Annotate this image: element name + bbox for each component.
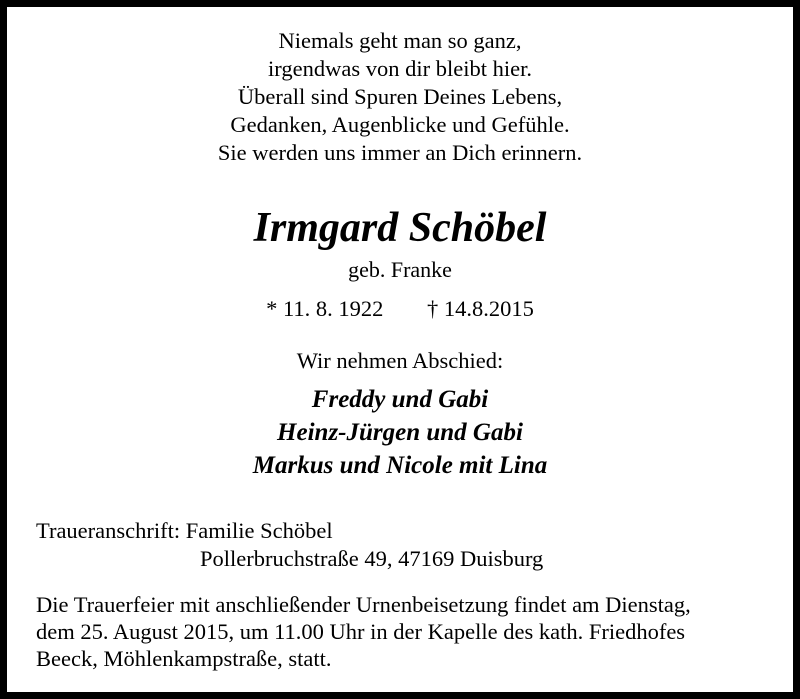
death-date: † 14.8.2015: [427, 296, 534, 321]
life-dates: [7, 295, 793, 323]
poem-line: Gedanken, Augenblicke und Gefühle.: [230, 112, 570, 137]
poem-line: Sie werden uns immer an Dich erinnern.: [217, 140, 583, 165]
poem-line: Überall sind Spuren Deines Lebens,: [237, 84, 563, 109]
ceremony-line: Beeck, Möhlenkampstraße, statt.: [36, 646, 332, 671]
poem: [7, 27, 793, 167]
ceremony-details: [36, 591, 771, 672]
poem-line: Niemals geht man so ganz,: [278, 28, 522, 53]
address-label: Traueranschrift:: [36, 518, 181, 543]
birth-date: * 11. 8. 1922: [266, 296, 384, 321]
mourning-address: [36, 517, 543, 573]
poem-line: irgendwas von dir bleibt hier.: [268, 56, 532, 81]
mourners-list: [7, 383, 793, 482]
ceremony-line: Die Trauerfeier mit anschließender Urnenbeisetzung findet am Dienstag,: [36, 592, 691, 617]
address-street: Pollerbruchstraße 49, 47169 Duisburg: [200, 546, 544, 571]
farewell-line: Wir nehmen Abschied:: [296, 348, 504, 373]
mourner-entry: Heinz-Jürgen und Gabi: [277, 419, 523, 446]
maiden-name: geb. Franke: [348, 257, 452, 282]
deceased-name: Irmgard Schöbel: [253, 205, 547, 251]
ceremony-line: dem 25. August 2015, um 11.00 Uhr in der Kapelle des kath. Friedhofes: [36, 619, 686, 644]
mourner-entry: Markus und Nicole mit Lina: [252, 452, 548, 479]
address-recipient: Familie Schöbel: [185, 518, 333, 543]
mourner-entry: Freddy und Gabi: [311, 386, 489, 413]
